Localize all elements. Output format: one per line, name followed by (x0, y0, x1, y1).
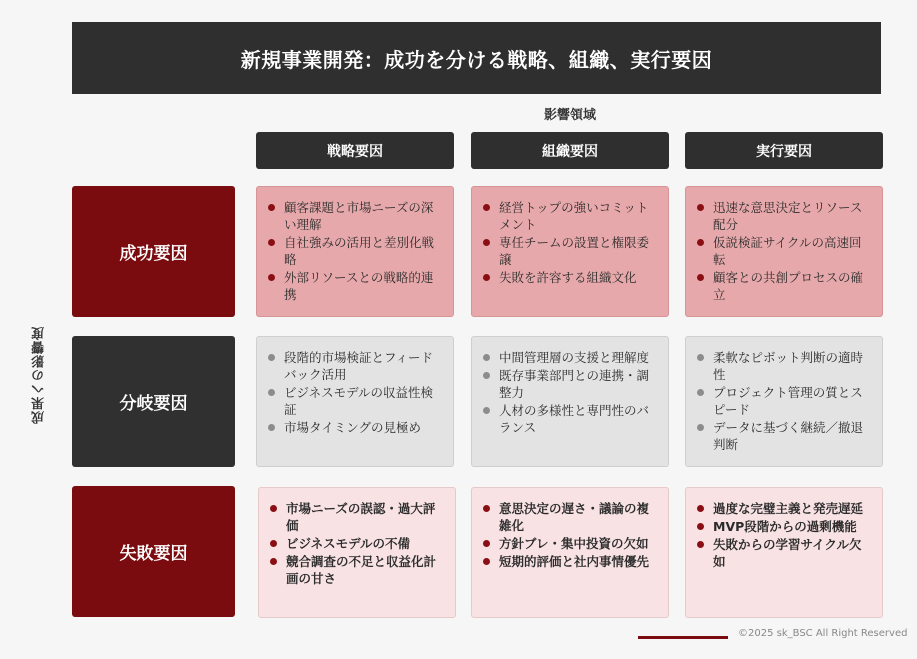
cell-success-organization (471, 186, 669, 317)
list-item: 迅速な意思決定とリソース配分 (696, 199, 872, 233)
cell-branch-organization (471, 336, 669, 467)
bullet-icon (483, 407, 490, 414)
page-title: 新規事業開発：成功を分ける戦略、組織、実行要因 (72, 22, 881, 94)
list-item: ビジネスモデルの不備 (269, 535, 445, 552)
bullet-icon (268, 204, 275, 211)
list-item: 仮説検証サイクルの高速回転 (696, 234, 872, 268)
bullet-icon (697, 505, 704, 512)
bullet-icon (483, 540, 490, 547)
list-item: 市場ニーズの誤認・過大評価 (269, 500, 445, 534)
bullet-icon (697, 354, 704, 361)
cell-failure-organization (471, 487, 669, 618)
list-item: 意思決定の遅さ・議論の複雑化 (482, 500, 658, 534)
list-item: 失敗を許容する組織文化 (482, 269, 658, 286)
bullet-icon (697, 274, 704, 281)
bullet-icon (483, 204, 490, 211)
list-item: 方針ブレ・集中投資の欠如 (482, 535, 658, 552)
list-item: ビジネスモデルの収益性検証 (267, 384, 443, 418)
bullet-icon (270, 505, 277, 512)
bullet-icon (697, 389, 704, 396)
row-header-success: 成功要因 (72, 186, 235, 317)
footer-divider (638, 636, 728, 639)
bullet-icon (483, 372, 490, 379)
list-item: MVP段階からの過剰機能 (696, 518, 872, 535)
cell-success-strategy (256, 186, 454, 317)
list-item: 既存事業部門との連携・調整力 (482, 367, 658, 401)
cell-success-execution (685, 186, 883, 317)
row-header-branch: 分岐要因 (72, 336, 235, 467)
list-item: 過度な完璧主義と発売遅延 (696, 500, 872, 517)
bullet-icon (268, 354, 275, 361)
column-header-execution: 実行要因 (685, 132, 883, 169)
row-header-failure: 失敗要因 (72, 486, 235, 617)
list-item: プロジェクト管理の質とスピード (696, 384, 872, 418)
list-item: データに基づく継続／撤退判断 (696, 419, 872, 453)
cell-failure-strategy (258, 487, 456, 618)
bullet-icon (270, 558, 277, 565)
column-axis-label: 影響領域 (543, 108, 596, 123)
bullet-icon (268, 274, 275, 281)
bullet-icon (697, 541, 704, 548)
list-item: 柔軟なピボット判断の適時性 (696, 349, 872, 383)
cell-failure-execution (685, 487, 883, 618)
bullet-icon (483, 558, 490, 565)
bullet-icon (270, 540, 277, 547)
list-item: 顧客との共創プロセスの確立 (696, 269, 872, 303)
bullet-icon (697, 204, 704, 211)
list-item: 自社強みの活用と差別化戦略 (267, 234, 443, 268)
bullet-icon (697, 523, 704, 530)
list-item: 失敗からの学習サイクル欠如 (696, 536, 872, 570)
list-item: 競合調査の不足と収益化計画の甘さ (269, 553, 445, 587)
list-item: 人材の多様性と専門性のバランス (482, 402, 658, 436)
column-header-organization: 組織要因 (471, 132, 669, 169)
bullet-icon (268, 389, 275, 396)
list-item: 外部リソースとの戦略的連携 (267, 269, 443, 303)
column-header-strategy: 戦略要因 (256, 132, 454, 169)
bullet-icon (697, 239, 704, 246)
bullet-icon (483, 505, 490, 512)
row-axis-label: 成果への影響度 (32, 326, 47, 424)
copyright-text: ©2025 sk_BSC All Right Reserved (738, 628, 908, 639)
list-item: 中間管理層の支援と理解度 (482, 349, 658, 366)
bullet-icon (697, 424, 704, 431)
bullet-icon (268, 239, 275, 246)
cell-branch-strategy (256, 336, 454, 467)
list-item: 専任チームの設置と権限委譲 (482, 234, 658, 268)
list-item: 経営トップの強いコミットメント (482, 199, 658, 233)
bullet-icon (483, 239, 490, 246)
cell-branch-execution (685, 336, 883, 467)
list-item: 顧客課題と市場ニーズの深い理解 (267, 199, 443, 233)
bullet-icon (483, 274, 490, 281)
bullet-icon (268, 424, 275, 431)
list-item: 段階的市場検証とフィードバック活用 (267, 349, 443, 383)
list-item: 市場タイミングの見極め (267, 419, 443, 436)
list-item: 短期的評価と社内事情優先 (482, 553, 658, 570)
bullet-icon (483, 354, 490, 361)
